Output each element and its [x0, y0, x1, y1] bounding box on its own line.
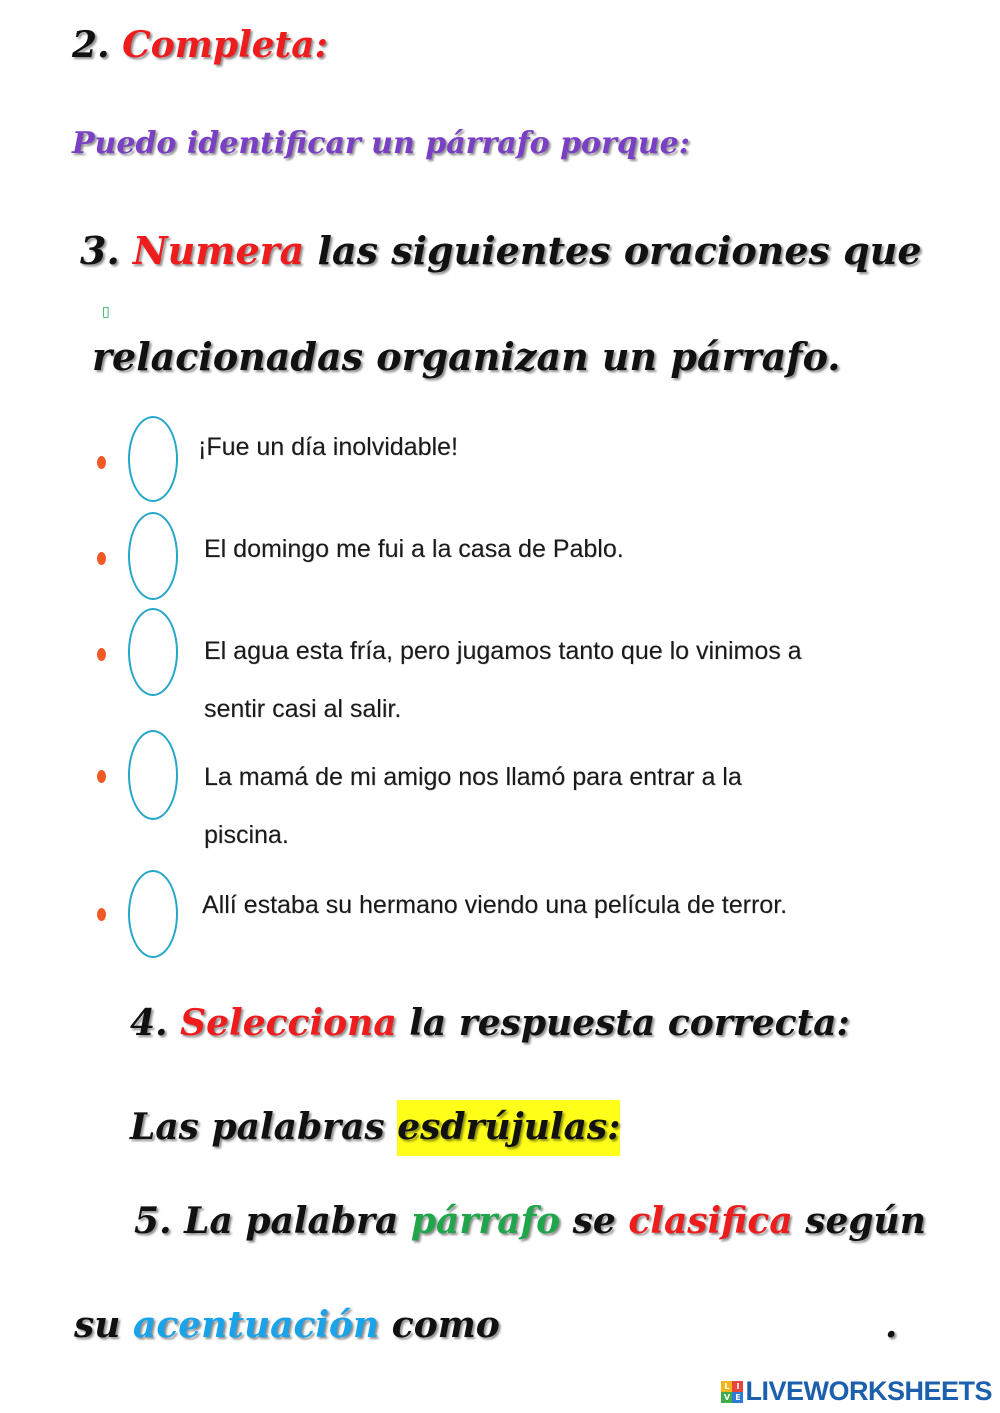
bullet-icon — [97, 908, 106, 921]
order-number-oval-input[interactable] — [128, 416, 178, 502]
question-5-text: se — [572, 1200, 616, 1242]
bullet-icon — [97, 552, 106, 565]
highlighted-word-esdrujulas: esdrújulas: — [397, 1100, 620, 1156]
question-2-title — [72, 24, 328, 66]
order-number-oval-input[interactable] — [128, 730, 178, 820]
question-4-sub-prefix: Las palabras — [130, 1106, 385, 1148]
question-2-prompt: Puedo identificar un párrafo porque: — [72, 126, 690, 161]
order-item-text: El agua esta fría, pero jugamos tanto que lo vinimos a — [204, 637, 802, 665]
highlighted-word-acentuacion: acentuación — [133, 1304, 380, 1346]
question-4-keyword: Selecciona — [180, 1002, 397, 1044]
liveworksheets-brand: LIVEWORKSHEETS — [745, 1376, 992, 1406]
placeholder-glyph-icon: ▯ — [102, 304, 110, 320]
question-5-text: su — [74, 1304, 121, 1346]
liveworksheets-footer — [721, 1376, 992, 1407]
order-item-text-line2: sentir casi al salir. — [204, 695, 402, 723]
order-item-text: ¡Fue un día inolvidable! — [198, 433, 458, 461]
question-3-keyword: Numera — [132, 228, 305, 273]
question-2-number: 2. — [72, 24, 110, 66]
order-item-text: La mamá de mi amigo nos llamó para entrar a la — [204, 763, 742, 791]
question-5-line2 — [74, 1304, 897, 1346]
question-5-text: según — [805, 1200, 926, 1242]
order-item-text-line2: piscina. — [204, 821, 289, 849]
order-number-oval-input[interactable] — [128, 608, 178, 696]
question-3-title-rest: las siguientes oraciones que — [317, 228, 922, 273]
order-number-oval-input[interactable] — [128, 512, 178, 600]
question-5-period: . — [884, 1304, 898, 1346]
question-4-title-rest: la respuesta correcta: — [409, 1002, 850, 1044]
question-5-number: 5. — [134, 1200, 172, 1242]
highlighted-word-clasifica: clasifica — [628, 1200, 793, 1242]
bullet-icon — [97, 770, 106, 783]
order-item-text: El domingo me fui a la casa de Pablo. — [204, 535, 624, 563]
question-3-title-line2: relacionadas organizan un párrafo. — [92, 334, 841, 379]
question-3-number: 3. — [80, 228, 120, 273]
question-2-keyword: Completa: — [122, 24, 328, 66]
highlighted-word-parrafo: párrafo — [410, 1200, 561, 1242]
question-4-title — [130, 1002, 850, 1044]
order-item-text: Allí estaba su hermano viendo una película de terror. — [202, 891, 788, 919]
question-3-title — [80, 228, 922, 273]
question-5-text: como — [391, 1304, 500, 1346]
question-5-line1 — [134, 1200, 926, 1242]
order-number-oval-input[interactable] — [128, 870, 178, 958]
question-4-number: 4. — [130, 1002, 168, 1044]
question-4-subtitle — [130, 1106, 620, 1148]
bullet-icon — [97, 456, 106, 469]
question-5-text: La palabra — [184, 1200, 399, 1242]
liveworksheets-logo-icon: L I V E — [721, 1381, 743, 1403]
bullet-icon — [97, 648, 106, 661]
